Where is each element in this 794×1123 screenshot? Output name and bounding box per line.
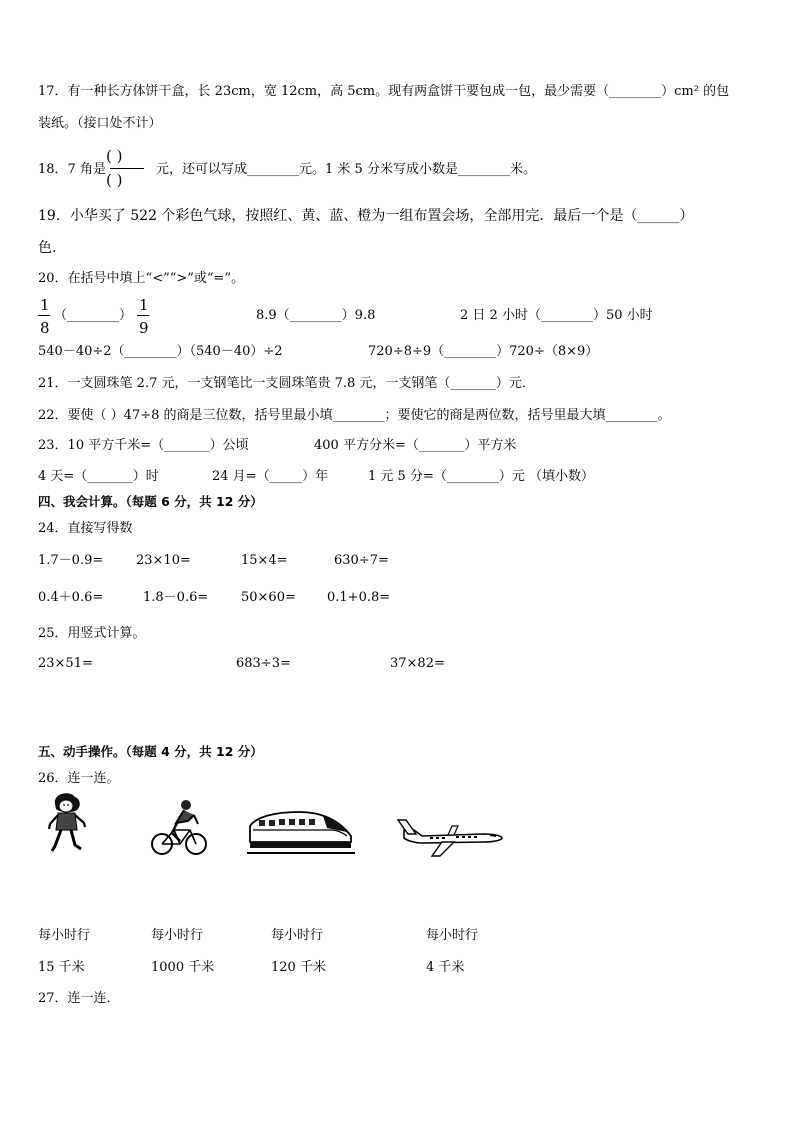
q25-title: 25．用竖式计算。 <box>38 626 146 641</box>
bullet-train-icon <box>247 808 355 858</box>
cyclist-icon <box>150 797 210 859</box>
q24-r2-c2: 1.8－0.6= <box>143 590 209 605</box>
fraction-bar <box>110 168 144 169</box>
q26-label-3-top: 每小时行 <box>271 928 324 943</box>
q18-fraction <box>104 147 150 191</box>
q20-fraction-2 <box>131 294 155 338</box>
q23-b: 400 平方分米=（_______）平方米 <box>314 438 517 453</box>
q25-item-2: 683÷3= <box>236 656 291 671</box>
q18-suffix: 元，还可以写成________元。1 米 5 分米写成小数是________米。 <box>156 162 536 177</box>
q20-item-4: 540－40÷2（________）（540－40）÷2 <box>38 344 283 359</box>
frac1-denominator: 8 <box>40 319 50 337</box>
fraction-bar <box>38 315 50 316</box>
section-4-heading: 四、我会计算。（每题 6 分，共 12 分） <box>38 494 263 509</box>
q26-label-4-top: 每小时行 <box>426 928 479 943</box>
q23-a: 23．10 平方千米=（_______）公顷 <box>38 438 249 453</box>
q24-r1-c1: 1.7－0.9= <box>38 553 104 568</box>
q20-item-3: 2 日 2 小时（________）50 小时 <box>460 308 653 323</box>
q20-fraction-1 <box>32 294 56 338</box>
fraction-bar <box>137 315 149 316</box>
q26-label-3-bottom: 120 千米 <box>271 960 326 975</box>
q17-line2: 装纸。（接口处不计） <box>38 116 162 131</box>
q23-e: 1 元 5 分=（________）元 （填小数） <box>368 469 594 484</box>
q24-r2-c4: 0.1+0.8= <box>327 590 391 605</box>
q24-r1-c2: 23×10= <box>136 553 191 568</box>
walking-child-icon <box>44 791 92 855</box>
q22: 22．要使（ ）47÷8 的商是三位数，括号里最小填________；要使它的商是两位数，括号里最大填________。 <box>38 408 671 423</box>
q20-item-5: 720÷8÷9（________）720÷（8×9） <box>368 344 599 359</box>
q26-label-2-top: 每小时行 <box>151 928 204 943</box>
q24-r1-c3: 15×4= <box>241 553 288 568</box>
frac2-numerator: 1 <box>139 296 149 314</box>
q26-label-2-bottom: 1000 千米 <box>151 960 215 975</box>
q23-d: 24 月=（_____）年 <box>212 469 329 484</box>
q18-frac-top: ( ) <box>106 147 123 165</box>
q19-line2: 色. <box>38 240 57 256</box>
airplane-icon <box>396 812 506 858</box>
q17-line1: 17．有一种长方体饼干盒，长 23cm，宽 12cm，高 5cm。现有两盒饼干要包成一包，最少需要（________）cm² 的包 <box>38 84 730 99</box>
q19-line1: 19．小华买了 522 个彩色气球，按照红、黄、蓝、橙为一组布置会场，全部用完．最后一个是（______） <box>38 208 694 224</box>
q24-r2-c3: 50×60= <box>241 590 296 605</box>
q26-title: 26．连一连。 <box>38 771 120 786</box>
q24-title: 24．直接写得数 <box>38 521 133 536</box>
frac1-numerator: 1 <box>40 296 50 314</box>
q24-r1-c4: 630÷7= <box>334 553 389 568</box>
q25-item-1: 23×51= <box>38 656 93 671</box>
q26-label-4-bottom: 4 千米 <box>426 960 465 975</box>
q23-c: 4 天=（_______）时 <box>38 469 159 484</box>
q18-frac-bottom: ( ) <box>106 171 123 189</box>
frac2-denominator: 9 <box>139 319 149 337</box>
q25-item-3: 37×82= <box>390 656 445 671</box>
section-5-heading: 五、动手操作。（每题 4 分，共 12 分） <box>38 744 263 759</box>
q27-title: 27．连一连． <box>38 991 120 1006</box>
q26-label-1-bottom: 15 千米 <box>38 960 85 975</box>
q21: 21．一支圆珠笔 2.7 元，一支钢笔比一支圆珠笔贵 7.8 元，一支钢笔（_______）元． <box>38 376 535 391</box>
q20-title: 20．在括号中填上“<”“>”或“=”。 <box>38 271 245 286</box>
q18-prefix: 18．7 角是 <box>38 162 106 177</box>
q26-label-1-top: 每小时行 <box>38 928 91 943</box>
q24-r2-c1: 0.4＋0.6= <box>38 590 104 605</box>
q20-blank-1: （________） <box>54 308 133 323</box>
q20-item-2: 8.9（________）9.8 <box>256 308 376 323</box>
